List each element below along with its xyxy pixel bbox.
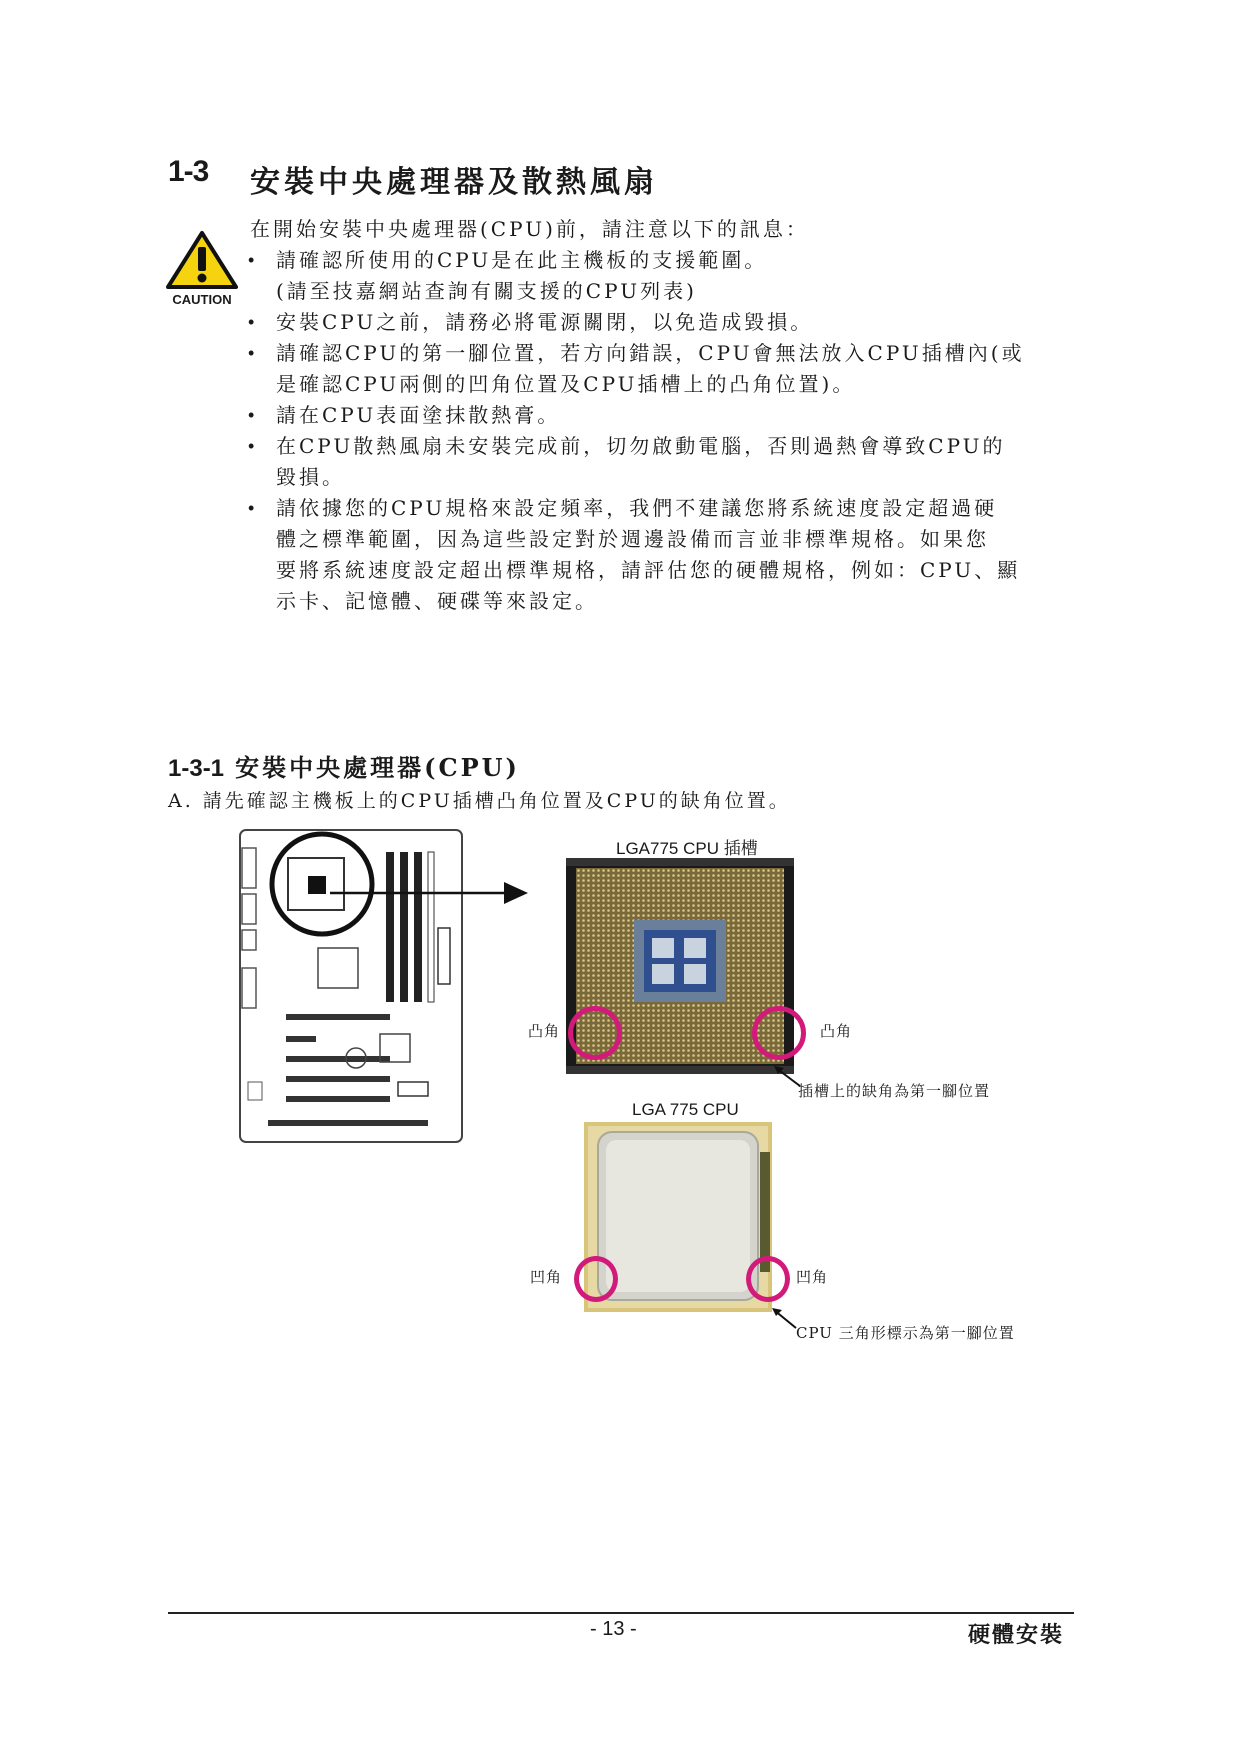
socket-key-ring-right <box>752 1006 806 1060</box>
bullet-cpu-support <box>248 245 768 307</box>
bullet-line: (請至技嘉網站查詢有關支援的CPU列表) <box>276 279 697 303</box>
socket-key-ring-left <box>568 1006 622 1060</box>
chapter-name: 硬體安裝 <box>968 1622 1065 1648</box>
bullet-line: 請依據您的CPU規格來設定頻率，我們不建議您將系統速度設定超過硬 <box>276 496 998 520</box>
cpu-note: CPU 三角形標示為第一腳位置 <box>796 1324 1015 1342</box>
footer-rule <box>168 1612 1074 1614</box>
caution-icon <box>166 230 238 308</box>
caution-label: CAUTION <box>172 292 232 307</box>
pointer-arrow <box>330 878 530 908</box>
concave-label-right: 凹角 <box>796 1268 829 1286</box>
bullet-line: 請確認CPU的第一腳位置，若方向錯誤，CPU會無法放入CPU插槽內(或 <box>276 341 1025 365</box>
bullet-pin-one <box>248 338 1025 400</box>
socket-note: 插槽上的缺角為第一腳位置 <box>798 1082 991 1100</box>
bullet-line: 請確認所使用的CPU是在此主機板的支援範圍。 <box>276 248 768 272</box>
subsection-heading <box>168 748 520 783</box>
motherboard-diagram <box>238 828 468 1148</box>
bullet-dot: • <box>248 343 258 363</box>
subsection-title: 安裝中央處理器(CPU) <box>235 753 520 782</box>
bullet-dot: • <box>248 498 258 518</box>
convex-label-left: 凸角 <box>528 1022 561 1040</box>
intro-text: 在開始安裝中央處理器(CPU)前，請注意以下的訊息： <box>250 217 809 241</box>
bullet-dot: • <box>248 312 258 332</box>
cpu-notch-ring-right <box>746 1256 790 1302</box>
cpu-caption: LGA 775 CPU <box>632 1100 739 1119</box>
section-number: 1-3 <box>168 155 209 188</box>
bullet-line: 安裝CPU之前，請務必將電源關閉，以免造成毀損。 <box>276 310 814 334</box>
bullet-line: 要將系統速度設定超出標準規格，請評估您的硬體規格，例如：CPU、顯 <box>276 558 1021 582</box>
bullet-thermal-paste <box>248 400 561 431</box>
cpu-notch-ring-left <box>574 1256 618 1302</box>
bullet-line: 是確認CPU兩側的凹角位置及CPU插槽上的凸角位置)。 <box>276 372 856 396</box>
bullet-frequency <box>248 493 1021 617</box>
socket-caption: LGA775 CPU 插槽 <box>616 839 758 858</box>
page-number: - 13 - <box>590 1618 637 1640</box>
bullet-line: 體之標準範圍，因為這些設定對於週邊設備而言並非標準規格。如果您 <box>276 527 989 551</box>
bullet-line: 示卡、記憶體、硬碟等來設定。 <box>276 589 598 613</box>
concave-label-left: 凹角 <box>530 1268 563 1286</box>
bullet-line: 毀損。 <box>276 465 345 489</box>
step-a-text: A. 請先確認主機板上的CPU插槽凸角位置及CPU的缺角位置。 <box>168 790 791 812</box>
bullet-fan-warning <box>248 431 1006 493</box>
bullet-dot: • <box>248 436 258 456</box>
convex-label-right: 凸角 <box>820 1022 853 1040</box>
bullet-power-off <box>248 307 814 338</box>
bullet-line: 請在CPU表面塗抹散熱膏。 <box>276 403 561 427</box>
section-title: 安裝中央處理器及散熱風扇 <box>250 165 658 200</box>
bullet-dot: • <box>248 250 258 270</box>
subsection-number: 1-3-1 <box>168 755 225 782</box>
bullet-line: 在CPU散熱風扇未安裝完成前，切勿啟動電腦，否則過熱會導致CPU的 <box>276 434 1006 458</box>
bullet-dot: • <box>248 405 258 425</box>
